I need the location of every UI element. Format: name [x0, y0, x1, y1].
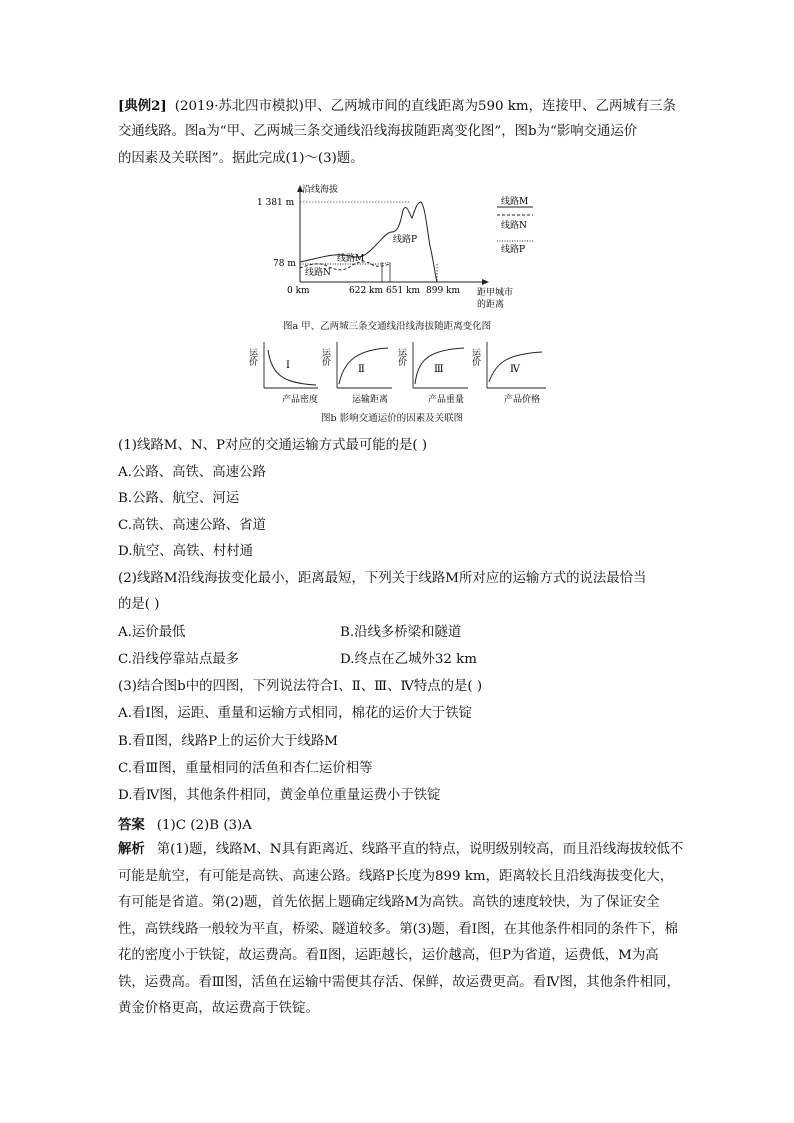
figure-b-panel-2-numeral: Ⅱ: [358, 364, 365, 375]
figure-a: [257, 180, 550, 315]
figure-a-x-label-2: 的距离: [477, 300, 505, 310]
figure-b: [247, 338, 552, 408]
figure-a-x-arrow: [482, 279, 489, 285]
answer-label: 答案: [118, 817, 145, 833]
figure-b-panel-4-xlabel: 产品价格: [504, 395, 541, 405]
q1-option-b: B.公路、航空、河运: [118, 491, 240, 506]
q1-option-a: A.公路、高铁、高速公路: [118, 465, 266, 480]
legend-n-label: 线路N: [501, 221, 527, 231]
analysis-text: 第(1)题，线路M、N具有距离近、线路平直的特点，说明级别较高，而且沿线海拔较低不可能是航空，有可能是高铁、高速公路。线路P长度为899 km，距离较长且沿线海拔变化大，有可能是省道。第(2)题，首先依据上题确定线路M为高铁。高铁的速度较快，为了保证安全性，高铁线路一般较为平直，桥梁、隧道较多。第(3)题，看Ⅰ图，在其他条件相同的条件下，棉花的密度小于铁锭，故运费高。看Ⅱ图，运距越长，运价越高，但P为省道，运费低，M为高铁，运费高。看Ⅲ图，活鱼在运输中需便其存活、保鲜，故运费更高。看Ⅳ图，其他条件相同，黄金价格更高，故运费高于铁锭。: [118, 842, 684, 1016]
figure-a-caption: 图a 甲、乙两城三条交通线沿线海拔随距离变化图: [283, 321, 492, 332]
q2-option-c: C.沿线停靠站点最多: [118, 652, 240, 667]
figure-a-x-tick-899: 899 km: [426, 286, 461, 296]
figure-a-label-m: 线路M: [337, 254, 365, 264]
intro-line-1: [118, 97, 676, 116]
figure-b-panel-1-curve: [268, 350, 316, 385]
figure-b-panel-3-ylabel: 运价: [396, 348, 406, 366]
intro-text-1: (2019·苏北四市模拟)甲、乙两城市间的直线距离为590 km，连接甲、乙两城有三条: [174, 99, 676, 114]
figure-b-panel-1-xlabel: 产品密度: [282, 395, 319, 405]
q3-option-c: C.看Ⅲ图，重量相同的活鱼和杏仁运价相等: [118, 761, 373, 776]
q2-stem-1: (2)线路M沿线海拔变化最小，距离最短，下列关于线路M所对应的运输方式的说法最恰当: [118, 571, 647, 586]
example-tag: [典例2]: [118, 98, 167, 114]
figure-b-panel-1: [247, 342, 318, 405]
figure-b-panel-4: [470, 342, 546, 405]
figure-a-x-label-1: 距甲城市: [477, 288, 514, 298]
analysis-label: 解析: [118, 841, 145, 857]
q3-option-a: A.看Ⅰ图，运距、重量和运输方式相同，棉花的运价大于铁锭: [118, 706, 472, 721]
figure-a-y-tick-high: 1 381 m: [257, 198, 295, 208]
q1-option-c: C.高铁、高速公路、省道: [118, 518, 266, 533]
figure-a-y-label: 沿线海拔: [302, 185, 339, 195]
analysis-paragraph: [118, 836, 684, 1023]
q2-option-d: D.终点在乙城外32 km: [340, 652, 477, 667]
legend-p-label: 线路P: [501, 245, 526, 255]
q2-stem-2: 的是( ): [118, 597, 160, 612]
q3-option-d: D.看Ⅳ图，其他条件相同，黄金单位重量运费小于铁锭: [118, 788, 441, 803]
figure-b-panel-2: [320, 342, 392, 405]
figure-b-panel-4-ylabel: 运价: [470, 348, 480, 366]
figure-a-label-p: 线路P: [393, 235, 418, 245]
q2-row-2: [118, 651, 477, 669]
q2-row-1: [118, 624, 462, 642]
q2-option-b: B.沿线多桥梁和隧道: [340, 625, 462, 640]
q3-stem: (3)结合图b中的四图，下列说法符合Ⅰ、Ⅱ、Ⅲ、Ⅳ特点的是( ): [118, 679, 483, 694]
answer-line: [118, 816, 252, 835]
q1-stem: (1)线路M、N、P对应的交通运输方式最可能的是( ): [118, 438, 428, 453]
q2-option-a: A.运价最低: [118, 625, 186, 640]
figure-b-panel-3: [396, 342, 468, 405]
figure-a-x-tick-651: 651 km: [386, 286, 421, 296]
figure-b-panel-2-ylabel: 运价: [320, 348, 330, 366]
figure-a-x-tick-622: 622 km: [349, 286, 384, 296]
figure-b-caption: 图b 影响交通运价的因素及关联图: [321, 413, 464, 424]
q3-option-b: B.看Ⅱ图，线路P上的运价大于线路M: [118, 734, 338, 749]
legend-m-label: 线路M: [501, 197, 529, 207]
figure-a-x-tick-0: 0 km: [287, 286, 310, 296]
intro-line-2: 交通线路。图a为“甲、乙两城三条交通线沿线海拔随距离变化图”，图b为“影响交通运价: [118, 124, 638, 139]
figure-a-label-n: 线路N: [305, 268, 331, 278]
figure-b-panel-1-numeral: Ⅰ: [286, 360, 290, 371]
figure-b-panel-2-xlabel: 运输距离: [352, 395, 389, 405]
q1-option-d: D.航空、高铁、村村通: [118, 544, 254, 559]
figure-b-panel-3-numeral: Ⅲ: [434, 364, 444, 375]
figure-a-y-tick-low: 78 m: [273, 259, 296, 269]
figure-b-panel-1-ylabel: 运价: [247, 348, 257, 366]
intro-line-3: 的因素及关联图”。据此完成(1)～(3)题。: [118, 151, 364, 166]
figure-b-panel-4-numeral: Ⅳ: [510, 364, 520, 375]
answer-text: (1)C (2)B (3)A: [156, 818, 252, 833]
figure-b-panel-3-xlabel: 产品重量: [428, 395, 465, 405]
